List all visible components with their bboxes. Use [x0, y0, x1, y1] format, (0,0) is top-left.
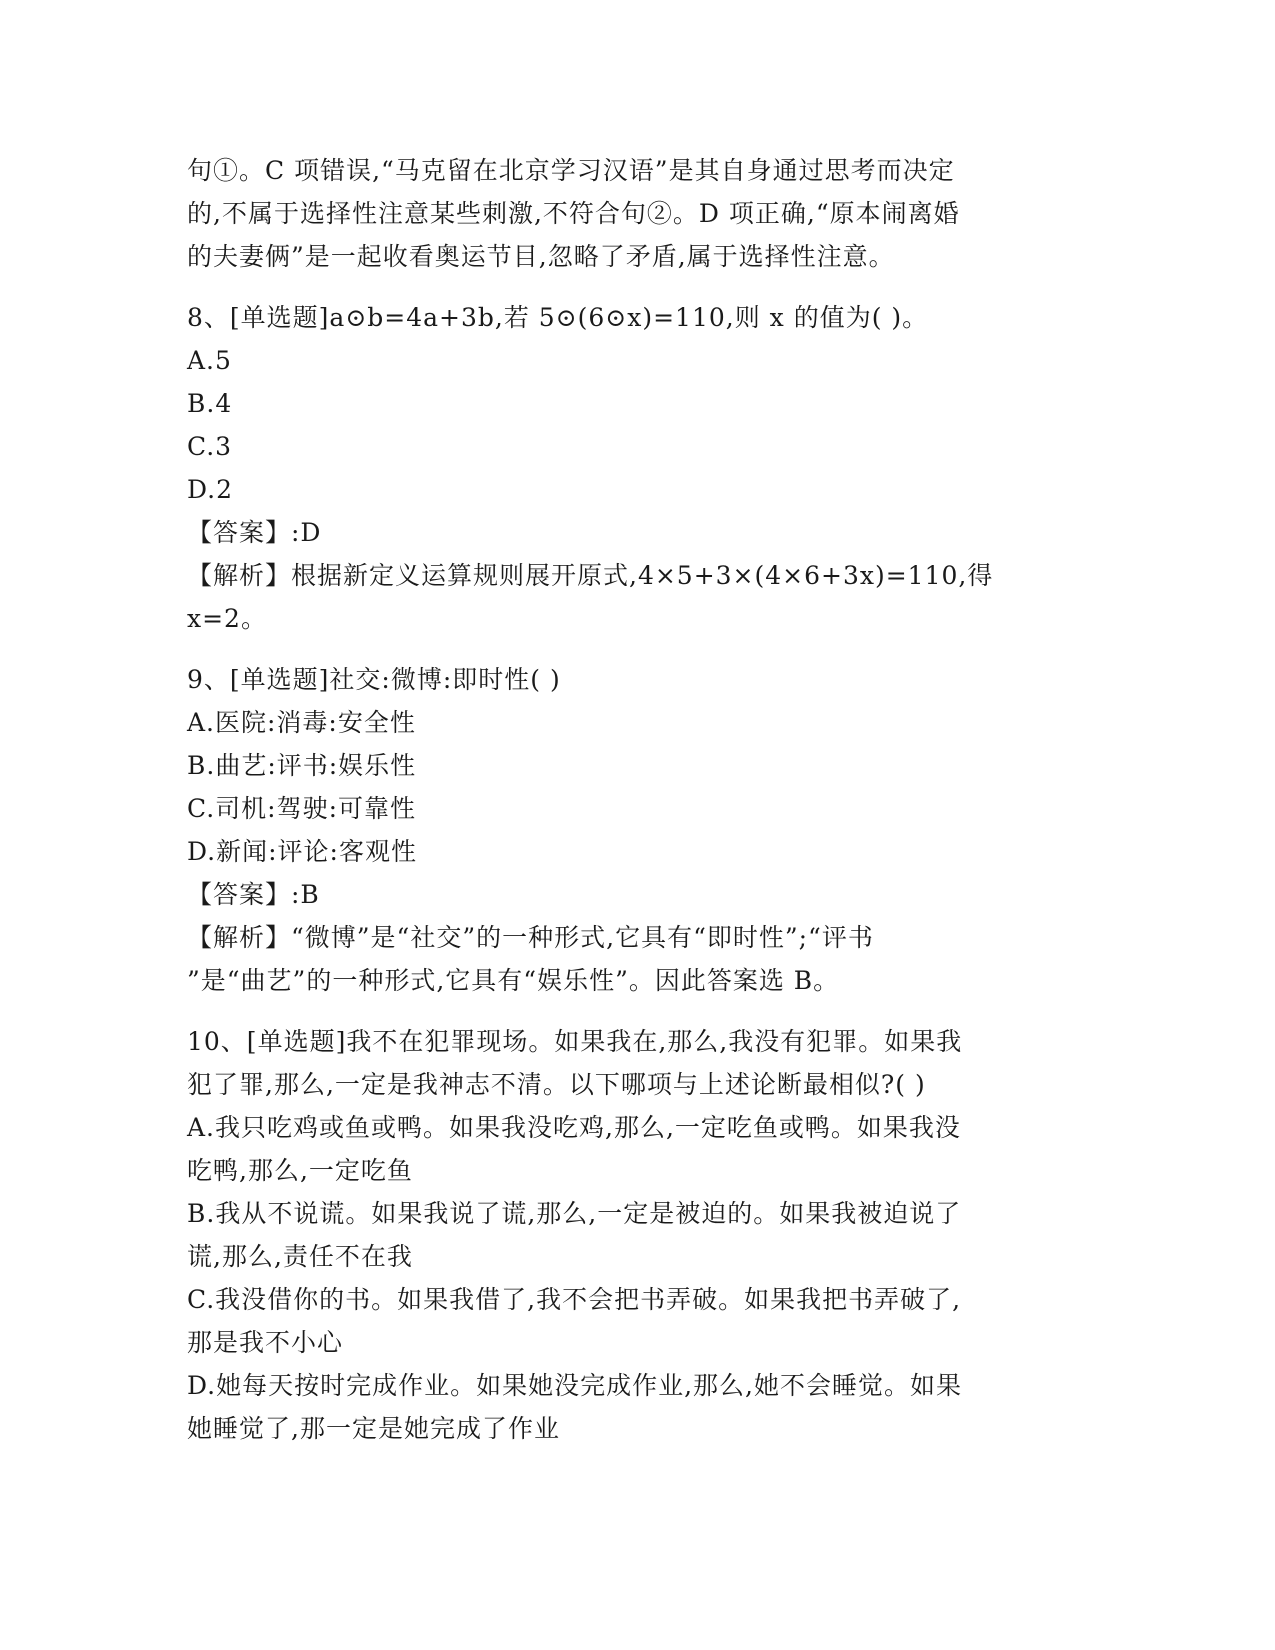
option-b: B.我从不说谎。如果我说了谎,那么,一定是被迫的。如果我被迫说了: [187, 1199, 962, 1228]
option-c: C.我没借你的书。如果我借了,我不会把书弄破。如果我把书弄破了,: [187, 1285, 962, 1314]
option-c: C.3: [187, 432, 233, 461]
option-b: B.曲艺:评书:娱乐性: [187, 751, 417, 780]
question-10: [187, 1020, 1067, 1450]
analysis-line: x=2。: [187, 604, 267, 633]
intro-line: 的夫妻俩”是一起收看奥运节目,忽略了矛盾,属于选择性注意。: [187, 242, 895, 271]
intro-line: 的,不属于选择性注意某些刺激,不符合句②。D 项正确,“原本闹离婚: [187, 199, 960, 228]
option-d-cont: 她睡觉了,那一定是她完成了作业: [187, 1414, 560, 1443]
option-b: B.4: [187, 389, 233, 418]
question-9: [187, 658, 1067, 1002]
answer: 【答案】:B: [187, 880, 320, 909]
question-stem: 9、[单选题]社交:微博:即时性( ): [187, 665, 561, 694]
option-b-cont: 谎,那么,责任不在我: [187, 1242, 413, 1271]
analysis-line: ”是“曲艺”的一种形式,它具有“娱乐性”。因此答案选 B。: [187, 966, 840, 995]
intro-paragraph: [187, 149, 1067, 278]
page-content: [187, 149, 1067, 1450]
question-stem: 犯了罪,那么,一定是我神志不清。以下哪项与上述论断最相似?( ): [187, 1070, 926, 1099]
option-a: A.我只吃鸡或鱼或鸭。如果我没吃鸡,那么,一定吃鱼或鸭。如果我没: [187, 1113, 961, 1142]
answer: 【答案】:D: [187, 518, 322, 547]
question-8: [187, 296, 1067, 640]
option-d: D.新闻:评论:客观性: [187, 837, 417, 866]
option-d: D.2: [187, 475, 234, 504]
question-stem: 8、[单选题]a⊙b=4a+3b,若 5⊙(6⊙x)=110,则 x 的值为( )。: [187, 303, 929, 332]
option-a: A.医院:消毒:安全性: [187, 708, 416, 737]
intro-line: 句①。C 项错误,“马克留在北京学习汉语”是其自身通过思考而决定: [187, 156, 955, 185]
option-a-cont: 吃鸭,那么,一定吃鱼: [187, 1156, 413, 1185]
option-c-cont: 那是我不小心: [187, 1328, 344, 1357]
option-d: D.她每天按时完成作业。如果她没完成作业,那么,她不会睡觉。如果: [187, 1371, 962, 1400]
analysis-line: 【解析】根据新定义运算规则展开原式,4×5+3×(4×6+3x)=110,得: [187, 561, 994, 590]
option-a: A.5: [187, 346, 232, 375]
question-stem: 10、[单选题]我不在犯罪现场。如果我在,那么,我没有犯罪。如果我: [187, 1027, 963, 1056]
option-c: C.司机:驾驶:可靠性: [187, 794, 417, 823]
analysis-line: 【解析】“微博”是“社交”的一种形式,它具有“即时性”;“评书: [187, 923, 874, 952]
